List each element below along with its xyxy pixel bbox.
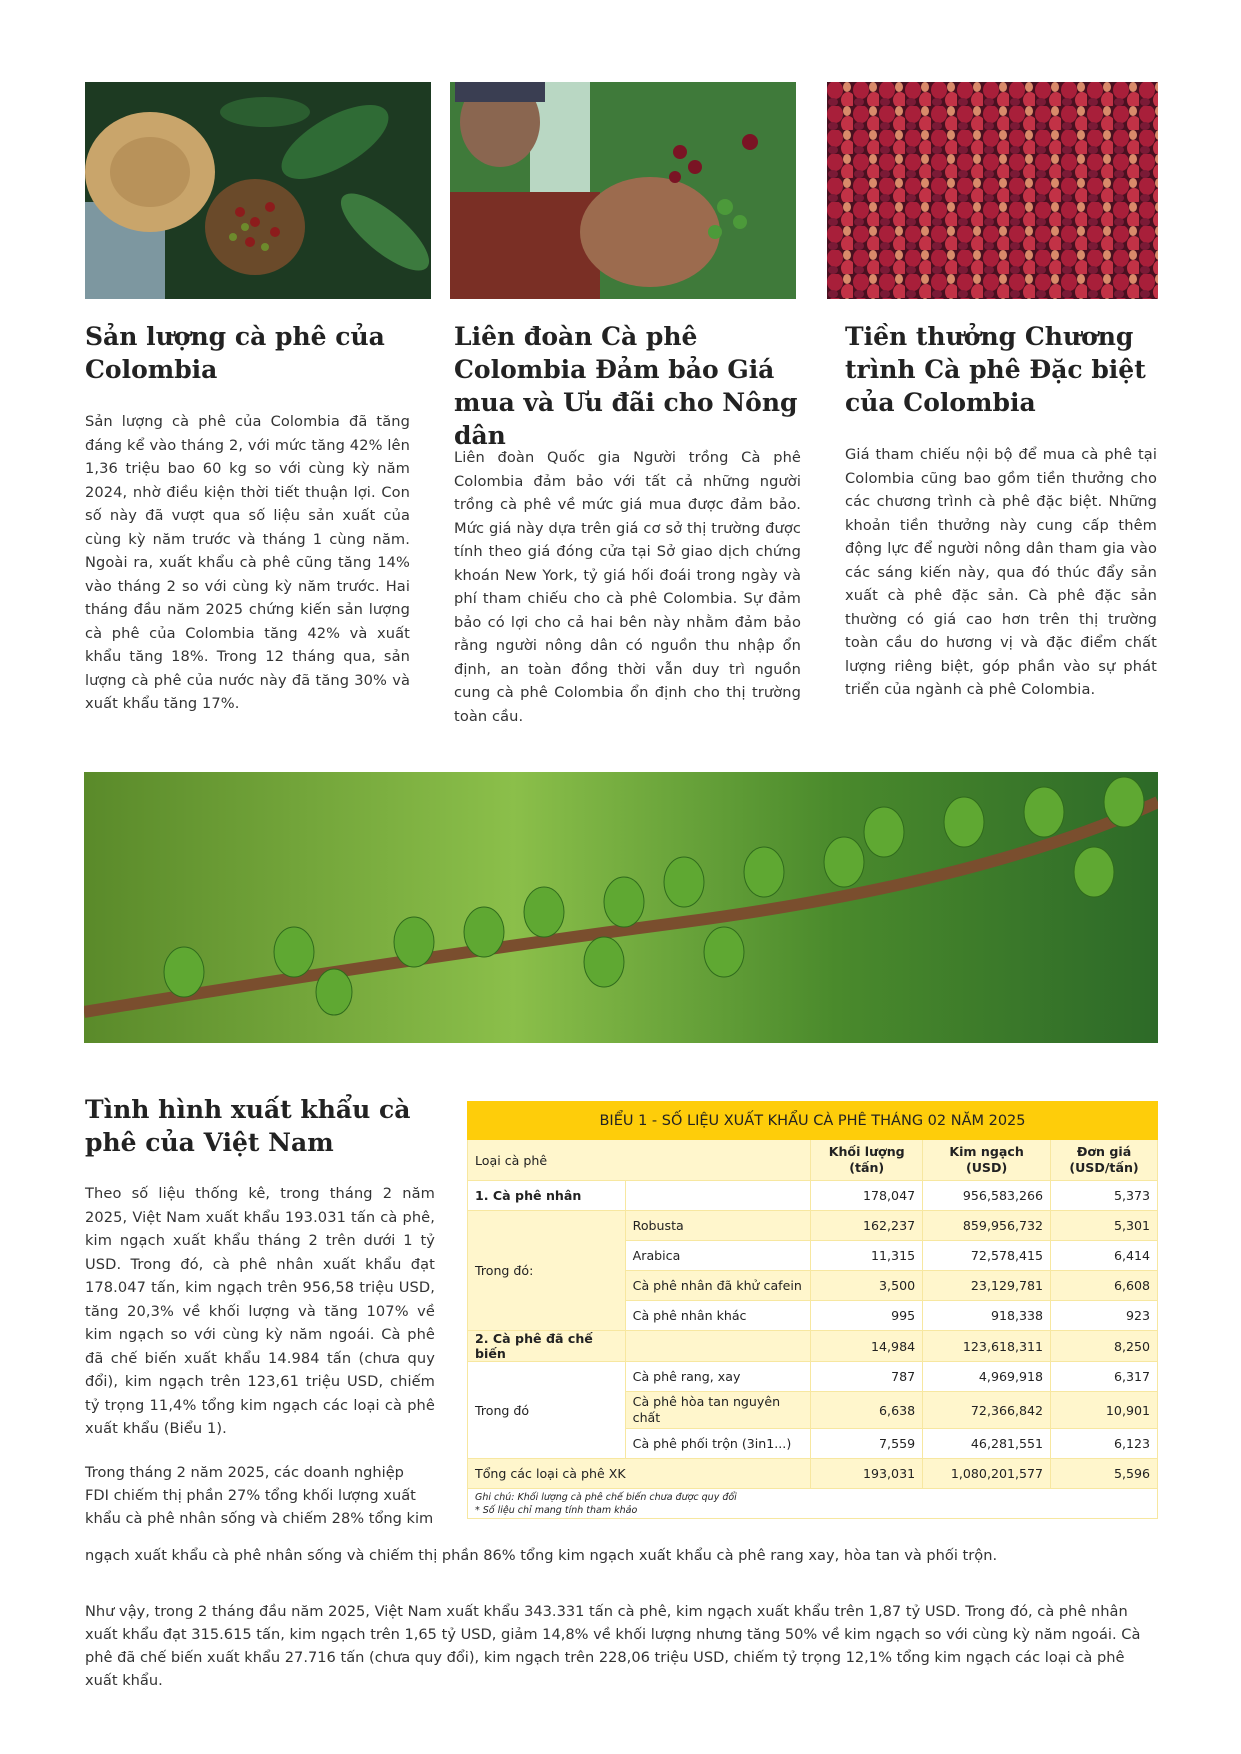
row-group-label: Trong đó [468,1362,626,1459]
farmer-picking-cherries-photo [450,82,796,299]
table-row-group2 [468,1331,1158,1362]
cell-volume: 3,500 [811,1271,923,1301]
table-note: Ghi chú: Khối lượng cà phê chế biến chưa được quy đổi [475,1491,737,1503]
cell-value: 859,956,732 [923,1211,1051,1241]
cell-price: 5,596 [1051,1459,1158,1489]
row-group-label: Trong đó: [468,1211,626,1331]
cell-name: Arabica [625,1241,811,1271]
article-title-federation: Liên đoàn Cà phê Colombia Đảm bảo Giá mua và Ưu đãi cho Nông dân [454,322,798,450]
cell-price: 5,373 [1051,1181,1158,1211]
article-body-federation: Liên đoàn Quốc gia Người trồng Cà phê Colombia đảm bảo với tất cả những người trồng cà phê về mức giá mua được đảm bảo. Mức giá này dựa trên giá cơ sở thị trường được tính theo giá đóng cửa tại Sở giao dịch chứng khoán New York, tỷ giá hối đoái trong ngày và phí tham chiếu cho cà phê Colombia. Sự đảm bảo có lợi cho cả hai bên này nhằm đảm bảo rằng người nông dân có nguồn thu nhập ổn định, an toàn đồng thời vẫn duy trì nguồn cung cà phê Colombia ổn định cho thị trường toàn cầu. [454,449,801,725]
red-coffee-cherries-photo [827,82,1158,299]
cell-volume: 7,559 [811,1429,923,1459]
cell-price: 5,301 [1051,1211,1158,1241]
cell-name: Cà phê nhân khác [625,1301,811,1331]
article-body-bonus: Giá tham chiếu nội bộ để mua cà phê tại Colombia cũng bao gồm tiền thưởng cho các chương trình cà phê đặc biệt. Những khoản tiền thưởng này cung cấp thêm động lực để người nông dân tham gia vào các sáng kiến này, qua đó thúc đẩy sản xuất cà phê đặc sản. Cà phê đặc sản thường có giá cao hơn trên thị trường toàn cầu do hương vị và đặc điểm chất lượng riêng biệt, góp phần vào sự phát triển của ngành cà phê Colombia. [845,446,1157,698]
para2-line: khẩu cà phê nhân sống và chiếm 28% tổng kim [85,1510,434,1527]
row-label: Tổng các loại cà phê XK [468,1459,811,1489]
cell-price: 6,123 [1051,1429,1158,1459]
article-title-bonus: Tiền thưởng Chương trình Cà phê Đặc biệt của Colombia [845,322,1146,417]
para2-line: FDI chiếm thị phần 27% tổng khối lượng xuất [85,1487,416,1504]
cell-value: 918,338 [923,1301,1051,1331]
cell-value: 123,618,311 [923,1331,1051,1362]
table-notes [468,1489,1158,1519]
col-header-price: Đơn giá (USD/tấn) [1051,1140,1158,1181]
vietnam-paragraph-3: Như vậy, trong 2 tháng đầu năm 2025, Việt Nam xuất khẩu 343.331 tấn cà phê, kim ngạch xuất khẩu trên 1,87 tỷ USD. Trong đó, cà phê nhân xuất khẩu đạt 315.615 tấn, kim ngạch trên 1,65 tỷ USD, giảm 14,8% về khối lượng nhưng tăng 50% về kim ngạch so với cùng kỳ năm ngoái. Cà phê đã chế biến xuất khẩu 27.716 tấn (chưa quy đổi), kim ngạch trên 228,06 triệu USD, chiếm tỷ trọng 12,1% tổng kim ngạch các loại cà phê xuất khẩu. [85,1603,1141,1689]
col-header-value: Kim ngạch (USD) [923,1140,1051,1181]
vietnam-paragraph-2-continued: ngạch xuất khẩu cà phê nhân sống và chiếm thị phần 86% tổng kim ngạch xuất khẩu cà phê rang xay, hòa tan và phối trộn. [85,1547,998,1564]
table-caption: BIỂU 1 - SỐ LIỆU XUẤT KHẨU CÀ PHÊ THÁNG 02 NĂM 2025 [468,1102,1158,1140]
table-header-row [468,1140,1158,1181]
cell-value: 72,578,415 [923,1241,1051,1271]
col-header-type: Loại cà phê [468,1140,811,1181]
cell-price: 10,901 [1051,1392,1158,1429]
para2-line: Trong tháng 2 năm 2025, các doanh nghiệp [85,1464,404,1481]
cell-name: Cà phê nhân đã khử cafein [625,1271,811,1301]
cell-price: 6,317 [1051,1362,1158,1392]
vietnam-paragraph-1: Theo số liệu thống kê, trong tháng 2 năm 2025, Việt Nam xuất khẩu 193.031 tấn cà phê, kim ngạch xuất khẩu tháng 2 trên dưới 1 tỷ USD. Trong đó, cà phê nhân xuất khẩu đạt 178.047 tấn, kim ngạch trên 956,58 triệu USD, tăng 20,3% về khối lượng và tăng 107% về kim ngạch so với cùng kỳ năm ngoái. Cà phê đã chế biến xuất khẩu 14.984 tấn (chưa quy đổi), kim ngạch trên 123,61 triệu USD, chiếm tỷ trọng 11,4% tổng kim ngạch các loại cà phê xuất khẩu (Biểu 1). [85,1185,435,1437]
cell-value: 46,281,551 [923,1429,1051,1459]
cell-value: 1,080,201,577 [923,1459,1051,1489]
table-row [468,1211,1158,1241]
table-row-total [468,1459,1158,1489]
green-coffee-branch-photo [84,772,1158,1043]
article-body-production: Sản lượng cà phê của Colombia đã tăng đáng kể vào tháng 2, với mức tăng 42% lên 1,36 triệu bao 60 kg so với cùng kỳ năm 2024, nhờ điều kiện thời tiết thuận lợi. Con số này đã vượt qua số liệu sản xuất của cùng kỳ năm trước và tháng 1 cùng năm. Ngoài ra, xuất khẩu cà phê cũng tăng 14% vào tháng 2 so với cùng kỳ năm trước. Hai tháng đầu năm 2025 chứng kiến sản lượng cà phê của Colombia tăng 42% và xuất khẩu tăng 18%. Trong 12 tháng qua, sản lượng cà phê của nước này đã tăng 30% và xuất khẩu tăng 17%. [85,413,410,712]
vietnam-section-title: Tình hình xuất khẩu cà phê của Việt Nam [85,1095,411,1157]
cell-volume: 193,031 [811,1459,923,1489]
cell-value: 956,583,266 [923,1181,1051,1211]
cell-price: 923 [1051,1301,1158,1331]
coffee-farmer-basket-photo [85,82,431,299]
coffee-export-table [467,1101,1158,1519]
article-title-production: Sản lượng cà phê của Colombia [85,322,385,384]
cell-name: Cà phê phối trộn (3in1...) [625,1429,811,1459]
cell-volume: 11,315 [811,1241,923,1271]
cell-name: Cà phê hòa tan nguyên chất [625,1392,811,1429]
col-header-volume: Khối lượng (tấn) [811,1140,923,1181]
table-note: * Số liệu chỉ mang tính tham khảo [475,1504,638,1516]
cell-volume: 162,237 [811,1211,923,1241]
cell-name: Cà phê rang, xay [625,1362,811,1392]
cell-volume: 14,984 [811,1331,923,1362]
cell-value: 72,366,842 [923,1392,1051,1429]
row-label: 1. Cà phê nhân [468,1181,626,1211]
vietnam-paragraph-2-start [85,1461,445,1530]
cell-price: 6,608 [1051,1271,1158,1301]
row-label: 2. Cà phê đã chế biến [468,1331,626,1362]
cell-volume: 995 [811,1301,923,1331]
table-row-group1 [468,1181,1158,1211]
cell-volume: 787 [811,1362,923,1392]
cell-price: 6,414 [1051,1241,1158,1271]
cell-name: Robusta [625,1211,811,1241]
cell-price: 8,250 [1051,1331,1158,1362]
cell-value: 4,969,918 [923,1362,1051,1392]
cell-value: 23,129,781 [923,1271,1051,1301]
cell-volume: 178,047 [811,1181,923,1211]
table-row [468,1362,1158,1392]
cell-volume: 6,638 [811,1392,923,1429]
